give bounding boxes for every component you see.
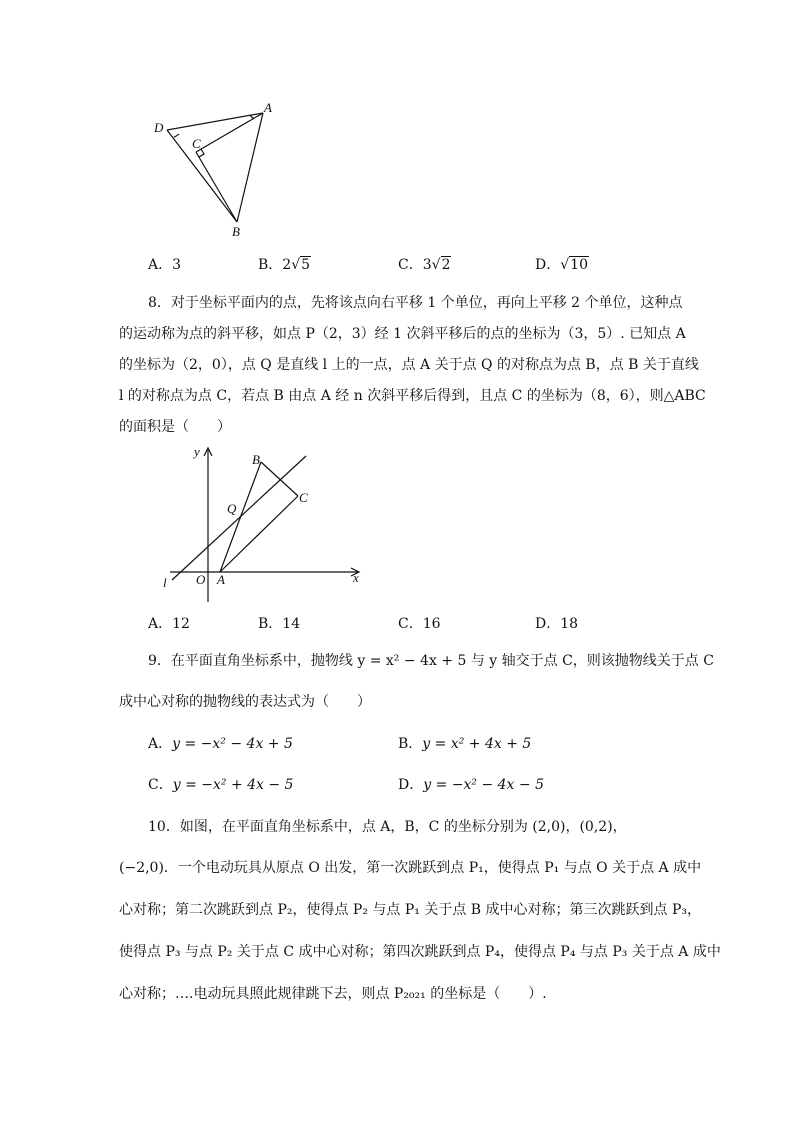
q8-segment-bc [261, 462, 298, 496]
q7-label-b: B [232, 224, 240, 239]
q8-option-a[interactable]: A．12 [148, 616, 190, 632]
q8-option-d[interactable]: D．18 [535, 616, 579, 632]
q8-label-x: x [353, 570, 359, 585]
q8-option-b[interactable]: B．14 [258, 616, 301, 632]
q8-line-5: 的面积是（ ） [119, 419, 231, 435]
q10-line-3: 心对称；第二次跳跃到点 P₂，使得点 P₂ 与点 P₁ 关于点 B 成中心对称；第三次跳跃到点 P₃， [119, 902, 702, 918]
q8-label-a: A [217, 572, 225, 587]
q9-option-b[interactable]: B．y = x² + 4x + 5 [398, 736, 532, 752]
q9-option-c[interactable]: C．y = −x² + 4x − 5 [148, 777, 294, 793]
q8-line-3: 的坐标为（2，0），点 Q 是直线 l 上的一点，点 A 关于点 Q 的对称点为点 B，点 B 关于直线 [119, 357, 699, 373]
q7-label-d: D [154, 120, 164, 135]
q7-label-c: C [192, 136, 201, 151]
q7-option-a[interactable]: A．3 [148, 257, 182, 273]
q10-line-4: 使得点 P₃ 与点 P₂ 关于点 C 成中心对称；第四次跳跃到点 P₄，使得点 P₄ 与点 P₃ 关于点 A 成中 [119, 944, 721, 960]
q7-option-d[interactable]: D．√10 [535, 257, 588, 273]
q8-label-y: y [194, 444, 200, 459]
q8-option-c[interactable]: C．16 [398, 616, 441, 632]
q7-segment-ab [237, 113, 263, 222]
q9-option-d[interactable]: D．y = −x² − 4x − 5 [398, 777, 544, 793]
q9-line-1: 9．在平面直角坐标系中，抛物线 y = x² − 4x + 5 与 y 轴交于点 C，则该抛物线关于点 C [148, 653, 714, 669]
q7-angle-mark-d [174, 134, 179, 137]
q8-label-q: Q [227, 501, 237, 516]
q8-label-c: C [299, 490, 308, 505]
q8-segment-ab [220, 462, 261, 572]
q9-option-a[interactable]: A．y = −x² − 4x + 5 [148, 736, 293, 752]
q8-label-l: l [163, 575, 167, 590]
q8-line-l [172, 456, 306, 580]
q8-label-b: B [252, 452, 260, 467]
q7-option-b[interactable]: B．2√5 [258, 257, 311, 273]
q10-line-1: 10．如图，在平面直角坐标系中，点 A，B，C 的坐标分别为 (2,0)，(0,2)， [148, 819, 627, 835]
q8-figure [160, 442, 370, 607]
q10-line-5: 心对称；….电动玩具照此规律跳下去，则点 P₂₀₂₁ 的坐标是（ ）. [119, 986, 547, 1002]
q8-line-2: 的运动称为点的斜平移，如点 P（2，3）经 1 次斜平移后的点的坐标为（3，5）. 已知点 A [119, 326, 686, 342]
q8-line-4: l 的对称点为点 C，若点 B 由点 A 经 n 次斜平移后得到，且点 C 的坐标为（8，6），则△ABC [119, 388, 706, 404]
q7-label-a: A [264, 100, 272, 115]
q7-segment-cb [196, 152, 237, 222]
q7-figure [150, 100, 280, 245]
q7-option-c[interactable]: C．3√2 [398, 257, 451, 273]
q8-line-1: 8．对于坐标平面内的点，先将该点向右平移 1 个单位，再向上平移 2 个单位，这种点 [148, 295, 683, 311]
q9-line-2: 成中心对称的抛物线的表达式为（ ） [119, 694, 371, 710]
q10-line-2: (−2,0)．一个电动玩具从原点 O 出发，第一次跳跃到点 P₁，使得点 P₁ 与点 O 关于点 A 成中 [119, 860, 702, 876]
q8-label-o: O [196, 572, 206, 587]
q7-segment-db [167, 130, 237, 222]
